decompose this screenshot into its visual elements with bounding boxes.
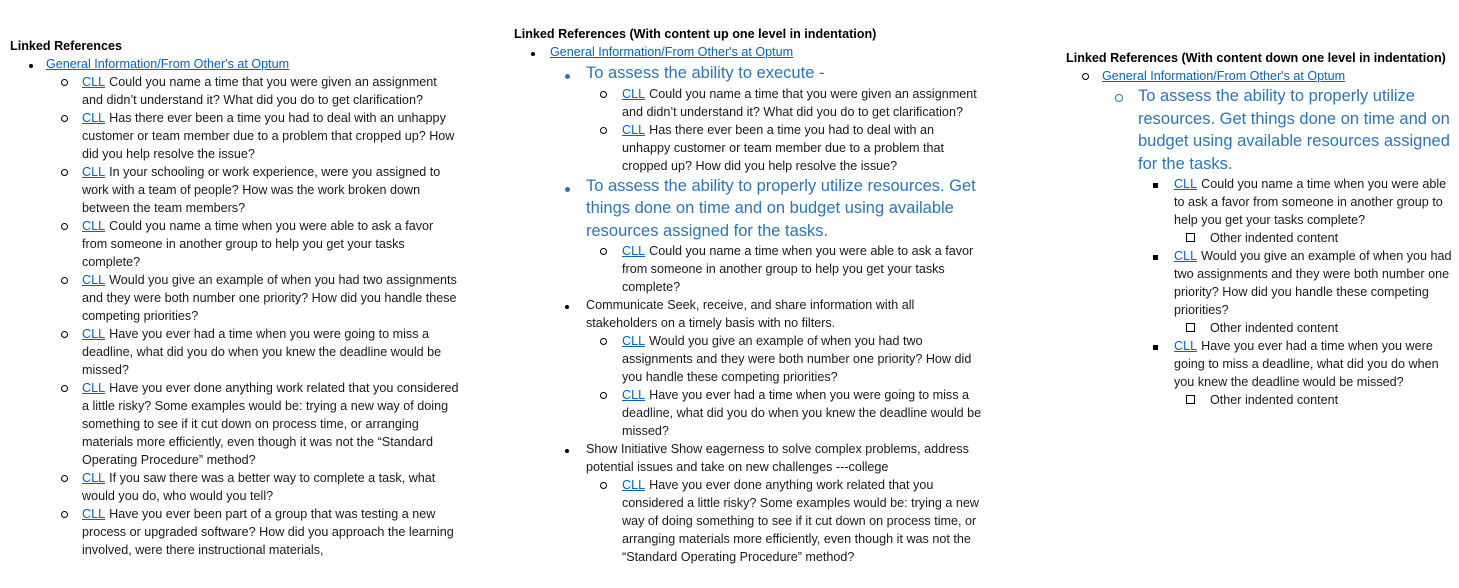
- cll-link[interactable]: CLL: [622, 478, 646, 492]
- heading-text: To assess the ability to properly utilize resources. Get things done on time and on budget using available resources assigned for the tasks.: [1138, 87, 1450, 173]
- question-text: Would you give an example of when you had two assignments and they were both number one priority? How did you handle these competing priorities?: [1174, 249, 1452, 317]
- list-item: [514, 386, 984, 440]
- circle-bullet-icon: [57, 163, 71, 181]
- list-item: [10, 73, 460, 109]
- circle-bullet-icon: [57, 109, 71, 127]
- page-link[interactable]: General Information/From Other's at Optum: [1102, 69, 1346, 83]
- question-text: Have you ever had a time when you were going to miss a deadline, what did you do when you knew the deadline would be missed?: [82, 327, 442, 377]
- circle-bullet-icon: [57, 379, 71, 397]
- list-item: [10, 379, 460, 469]
- list-item: [514, 85, 984, 121]
- list-item: [514, 242, 984, 296]
- list-item: [10, 505, 460, 559]
- list-item: [514, 476, 984, 566]
- question-text: Has there ever been a time you had to deal with an unhappy customer or team member due to a problem that cropped up? How did you help resolve the issue?: [82, 111, 455, 161]
- bullet-icon: [560, 440, 574, 458]
- heading-text: To assess the ability to properly utilize resources. Get things done on time and on budget using available resources assigned for the tasks.: [586, 176, 976, 240]
- question-text: Have you ever had a time when you were going to miss a deadline, what did you do when you knew the deadline would be missed?: [1174, 339, 1439, 389]
- bullet-icon: [560, 63, 574, 86]
- cll-link[interactable]: CLL: [622, 388, 646, 402]
- sub-item-text: Other indented content: [1210, 393, 1339, 407]
- circle-bullet-icon: [596, 242, 610, 260]
- sub-list-item: [1066, 391, 1456, 409]
- list-item: [10, 325, 460, 379]
- list-item: [1066, 67, 1456, 85]
- section-text: Show Initiative Show eagerness to solve complex problems, address potential issues and take on new challenges ---college: [586, 442, 969, 474]
- section-title: Linked References (With content up one level in indentation): [514, 27, 877, 41]
- circle-bullet-icon: [57, 73, 71, 91]
- heading-item: [514, 175, 984, 243]
- circle-bullet-icon: [596, 476, 610, 494]
- section-text: Communicate Seek, receive, and share information with all stakeholders on a timely basis with no filters.: [586, 298, 915, 330]
- sub-item-text: Other indented content: [1210, 231, 1339, 245]
- checkbox-bullet-icon: [1183, 391, 1197, 409]
- cll-link[interactable]: CLL: [82, 165, 106, 179]
- heading-item: [1066, 85, 1456, 175]
- question-text: Would you give an example of when you had two assignments and they were both number one priority? How did you handle these competing priorities?: [82, 273, 457, 323]
- cll-link[interactable]: CLL: [82, 507, 106, 521]
- cll-link[interactable]: CLL: [1174, 249, 1198, 263]
- circle-bullet-icon: [596, 386, 610, 404]
- question-text: Have you ever been part of a group that was testing a new process or upgraded software? How did you approach the learning involved, were there instructional materials,: [82, 507, 454, 557]
- heading-item: [514, 62, 984, 85]
- checkbox-bullet-icon: [1183, 229, 1197, 247]
- question-text: If you saw there was a better way to complete a task, what would you do, who would you tell?: [82, 471, 436, 503]
- cll-link[interactable]: CLL: [1174, 177, 1198, 191]
- list-item: [10, 163, 460, 217]
- question-text: Could you name a time when you were able to ask a favor from someone in another group to help you get your tasks complete?: [1174, 177, 1447, 227]
- bullet-icon: [24, 55, 38, 73]
- linked-references-up-column: [514, 25, 984, 566]
- bullet-icon: [526, 43, 540, 61]
- checkbox-bullet-icon: [1183, 319, 1197, 337]
- cll-link[interactable]: CLL: [82, 219, 106, 233]
- cll-link[interactable]: CLL: [82, 111, 106, 125]
- section-item: [514, 440, 984, 476]
- cll-link[interactable]: CLL: [1174, 339, 1198, 353]
- square-bullet-icon: [1148, 337, 1162, 355]
- sub-list-item: [1066, 229, 1456, 247]
- cll-link[interactable]: CLL: [82, 327, 106, 341]
- heading-text: To assess the ability to execute -: [586, 64, 825, 82]
- list-item: [10, 109, 460, 163]
- square-bullet-icon: [1148, 247, 1162, 265]
- question-text: Could you name a time when you were able to ask a favor from someone in another group to help you get your tasks complete?: [622, 244, 974, 294]
- list-item: [514, 121, 984, 175]
- circle-bullet-icon: [57, 325, 71, 343]
- cll-link[interactable]: CLL: [622, 86, 646, 101]
- cll-link[interactable]: CLL: [82, 273, 106, 287]
- bullet-icon: [560, 176, 574, 199]
- question-text: In your schooling or work experience, were you assigned to work with a team of people? How was the work broken down between the team members?: [82, 165, 441, 215]
- question-text: Could you name a time when you were able to ask a favor from someone in another group to help you get your tasks complete?: [82, 219, 434, 269]
- section-item: [514, 296, 984, 332]
- square-bullet-icon: [1148, 175, 1162, 193]
- cll-link[interactable]: CLL: [622, 244, 646, 258]
- cll-link[interactable]: CLL: [622, 334, 646, 348]
- question-text: Could you name a time that you were given an assignment and didn’t understand it? What did you do to get clarification?: [622, 86, 977, 119]
- question-text: Would you give an example of when you had two assignments and they were both number one priority? How did you handle these competing priorities?: [622, 334, 972, 384]
- question-text: Have you ever done anything work related that you considered a little risky? Some examples would be: trying a new way of doing something to see if it cut down on process time, or arranging materials more efficiently, even though it was not the “Standard Operating Procedure” method?: [82, 381, 459, 467]
- list-item: [514, 43, 984, 61]
- circle-bullet-icon: [1112, 86, 1126, 109]
- circle-bullet-icon: [1078, 67, 1092, 85]
- section-title: Linked References: [10, 39, 122, 53]
- circle-bullet-icon: [57, 271, 71, 289]
- question-text: Have you ever had a time when you were going to miss a deadline, what did you do when you knew the deadline would be missed?: [622, 388, 982, 438]
- question-text: Have you ever done anything work related that you considered a little risky? Some examples would be: trying a new way of doing something to see if it cut down on process time, or arranging materials more efficiently, even though it was not the “Standard Operating Procedure” method?: [622, 478, 979, 564]
- linked-references-column: [10, 37, 460, 559]
- question-text: Has there ever been a time you had to deal with an unhappy customer or team member due to a problem that cropped up? How did you help resolve the issue?: [622, 122, 945, 173]
- list-item: [1066, 337, 1456, 391]
- list-item: [10, 217, 460, 271]
- page-link[interactable]: General Information/From Other's at Optum: [550, 45, 794, 59]
- cll-link[interactable]: CLL: [82, 471, 106, 485]
- sub-item-text: Other indented content: [1210, 321, 1339, 335]
- circle-bullet-icon: [596, 121, 610, 139]
- question-text: Could you name a time that you were given an assignment and didn’t understand it? What did you do to get clarification?: [82, 75, 437, 107]
- list-item: [10, 271, 460, 325]
- cll-link[interactable]: CLL: [82, 381, 106, 395]
- cll-link[interactable]: CLL: [622, 122, 646, 137]
- list-item: [1066, 247, 1456, 319]
- circle-bullet-icon: [596, 332, 610, 350]
- list-item: [10, 469, 460, 505]
- circle-bullet-icon: [57, 469, 71, 487]
- page-link[interactable]: General Information/From Other's at Optum: [46, 57, 290, 71]
- circle-bullet-icon: [596, 85, 610, 103]
- circle-bullet-icon: [57, 217, 71, 235]
- list-item: [514, 332, 984, 386]
- sub-list-item: [1066, 319, 1456, 337]
- bullet-icon: [560, 296, 574, 314]
- cll-link[interactable]: CLL: [82, 75, 106, 89]
- linked-references-down-column: [1066, 49, 1456, 409]
- list-item: [10, 55, 460, 559]
- circle-bullet-icon: [57, 505, 71, 523]
- list-item: [1066, 175, 1456, 229]
- section-title: Linked References (With content down one level in indentation): [1066, 51, 1446, 65]
